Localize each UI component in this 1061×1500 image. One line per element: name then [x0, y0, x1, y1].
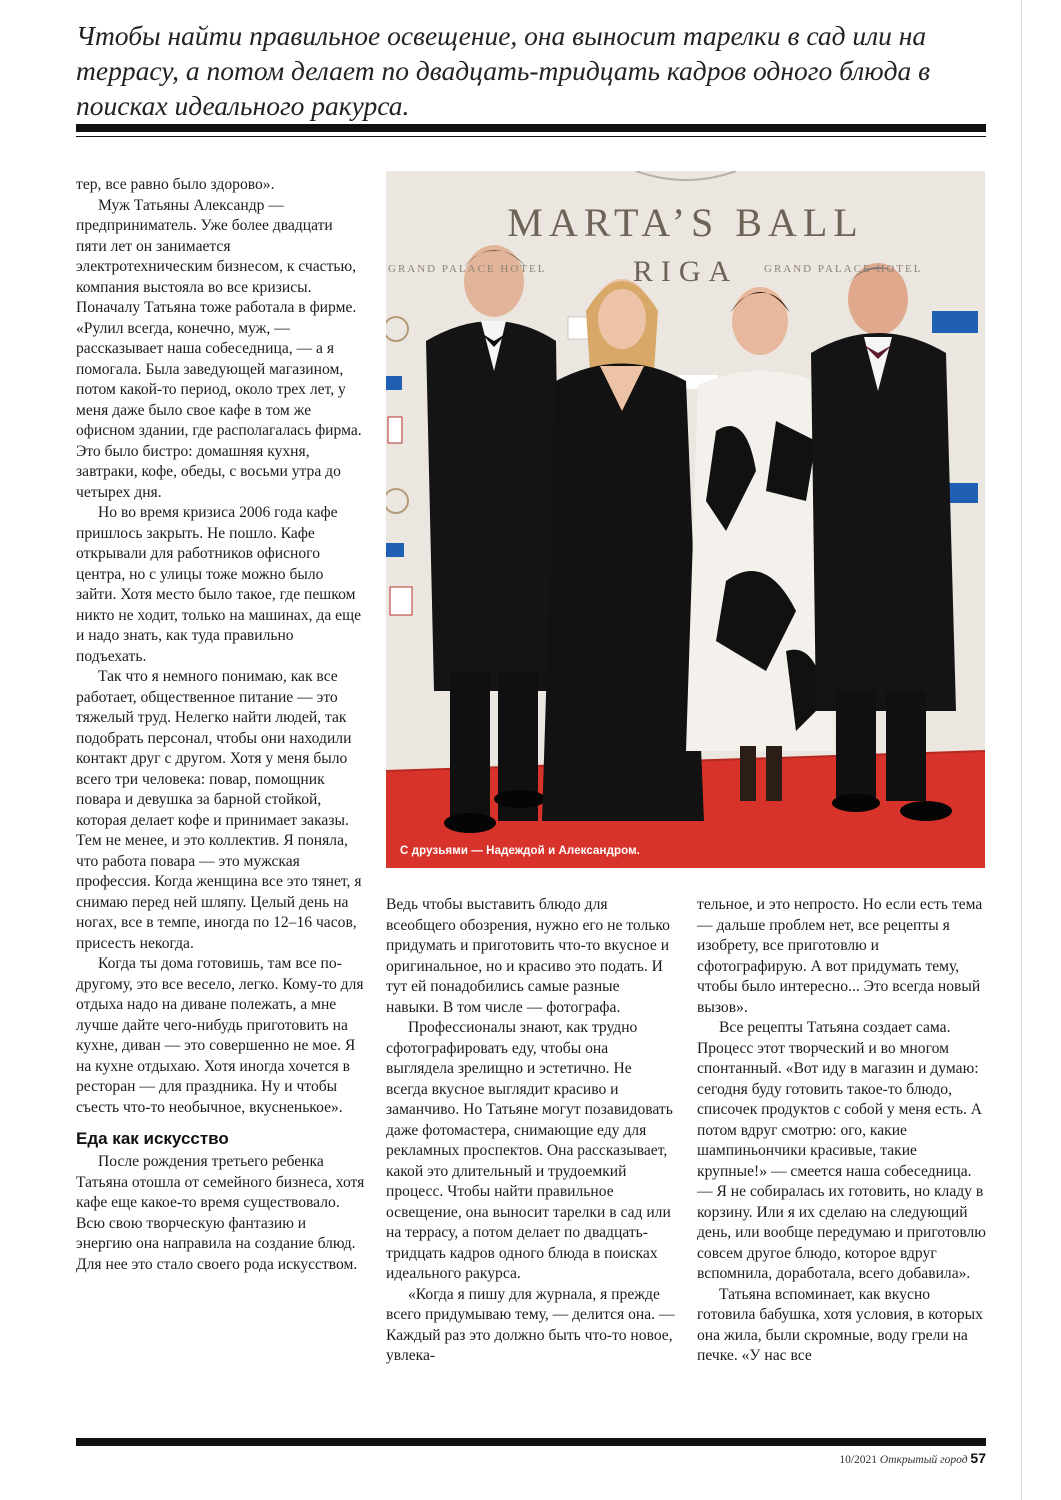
body-paragraph: Но во время кризиса 2006 года кафе пришлось закрыть. Не пошло. Кафе открывали для работников офисного центра, но с улицы тоже можно было зайти. Хотя место было такое, где пешком никто не ходит, только на машинах, да еще и надо знать, как туда правильно подъехать.	[76, 504, 362, 665]
body-paragraph: «Когда я пишу для журнала, я прежде всего придумываю тему, — делится она. — Каждый раз это должно быть что-то новое, увлека-	[386, 1285, 675, 1364]
page-folio	[839, 1450, 986, 1466]
body-paragraph: Все рецепты Татьяна создает сама. Процесс этот творческий и во многом спонтанный. «Вот иду в магазин и думаю: сегодня буду готовить такое-то блюдо, списочек продуктов с собой у меня есть. А потом вдруг смотрю: ого, какие шампиньончики красивые, такие крупные!» — смеется наша собеседница. — Я не собиралась их готовить, но кладу в корзину. Или я их сделаю на следующий день, или вообще передумаю и приготовлю совсем другое блюдо, которое вдруг вспомнила, доработала, всего добавила».	[697, 1019, 986, 1282]
banner-hotel-left: GRAND PALACE HOTEL	[388, 263, 547, 275]
text-column-1	[76, 175, 366, 1275]
folio-issue: 10/2021	[839, 1454, 878, 1466]
top-rule-thin	[76, 136, 986, 137]
section-subheading: Еда как искусство	[76, 1129, 229, 1148]
photo-caption: С друзьями — Надеждой и Александром.	[400, 845, 640, 857]
body-paragraph: тер, все равно было здорово».	[76, 176, 275, 193]
folio-page-number: 57	[970, 1450, 986, 1466]
body-paragraph: Когда ты дома готовишь, там все по-другому, это все весело, легко. Кому-то для отдыха надо на диване полежать, а мне лучше дайте чего-нибудь приготовить на кухне, диван — это совершенно не мое. Я на кухне отдыхаю. Хотя иногда хочется в ресторан — для праздника. Ну и чтобы съесть что-то необычное, вкусненькое».	[76, 955, 364, 1116]
body-paragraph: Ведь чтобы выставить блюдо для всеобщего обозрения, нужно его не только придумать и приготовить что-то вкусное и оригинальное, но и красиво это подать. И тут ей понадобились самые разные навыки. В том числе — фотографа.	[386, 896, 670, 1016]
pull-quote: Чтобы найти правильное освещение, она выносит тарелки в сад или на террасу, а потом делает по двадцать-тридцать кадров одного блюда в поисках идеального ракурса.	[76, 20, 931, 121]
body-paragraph: Профессионалы знают, как трудно сфотографировать еду, чтобы она выглядела зрелищно и эстетично. Не всегда вкусное выглядит красиво и заманчиво. Но Татьяне могут позавидовать даже фотомастера, снимающие еду для рекламных проспектов. Она рассказывает, какой это длительный и трудоемкий процесс. Чтобы найти правильное освещение, она выносит тарелки в сад или на террасу, а потом делает по двадцать-тридцать кадров одного блюда в поисках идеального ракурса.	[386, 1019, 673, 1282]
banner-subtitle: RIGA	[632, 255, 739, 288]
folio-magazine: Открытый город	[879, 1454, 968, 1466]
top-rule	[76, 124, 986, 132]
page-edge	[1021, 0, 1045, 1500]
body-paragraph: После рождения третьего ребенка Татьяна отошла от семейного бизнеса, хотя кафе еще какое-то время существовало. Всю свою творческую фантазию и энергию она направила на создание блюд. Для нее это стало своего рода искусством.	[76, 1153, 365, 1273]
body-paragraph: Так что я немного понимаю, как все работает, общественное питание — это тяжелый труд. Нелегко найти людей, так подобрать персонал, чтобы они находили контакт друг с другом. Хотя у меня было всего три человека: повар, помощник повара и девушка за барной стойкой, которая делает кофе и принимает заказы. Тем не менее, и это коллектив. Я поняла, что работа повара — это мужская профессия. Когда женщина все это тянет, я снимаю перед ней шляпу. Целый день на ногах, все в темпе, иногда по 12–16 часов, присесть некогда.	[76, 668, 362, 952]
text-column-2	[386, 895, 676, 1367]
bottom-rule	[76, 1438, 986, 1446]
body-paragraph: тельное, и это непросто. Но если есть тема — дальше проблем нет, все рецепты я изобрету, все приготовлю и сфотографирую. А вот придумать тему, чтобы было интересно... Это всегда новый вызов».	[697, 896, 983, 1016]
body-paragraph: Муж Татьяны Александр — предприниматель. Уже более двадцати пяти лет он занимается электротехническим бизнесом, к счастью, компания выстояла во все кризисы. Поначалу Татьяна тоже работала в фирме. «Рулил всегда, конечно, муж, — рассказывает наша собеседница, — а я помогала. Была заведующей магазином, потом какой-то период, около трех лет, у меня даже было свое кафе в том же офисном здании, где располагалась фирма. Это было бистро: домашняя кухня, завтраки, кофе, обеды, с восьми утра до четырех дня.	[76, 196, 362, 501]
event-photo	[386, 171, 985, 868]
banner-title: MARTA’S BALL	[507, 200, 864, 245]
banner-hotel-right: GRAND PALACE HOTEL	[764, 263, 923, 275]
body-paragraph: Татьяна вспоминает, как вкусно готовила бабушка, хотя условия, в которых она жила, были скромные, воду грели на печке. «У нас все	[697, 1285, 983, 1364]
text-column-3	[697, 895, 987, 1367]
